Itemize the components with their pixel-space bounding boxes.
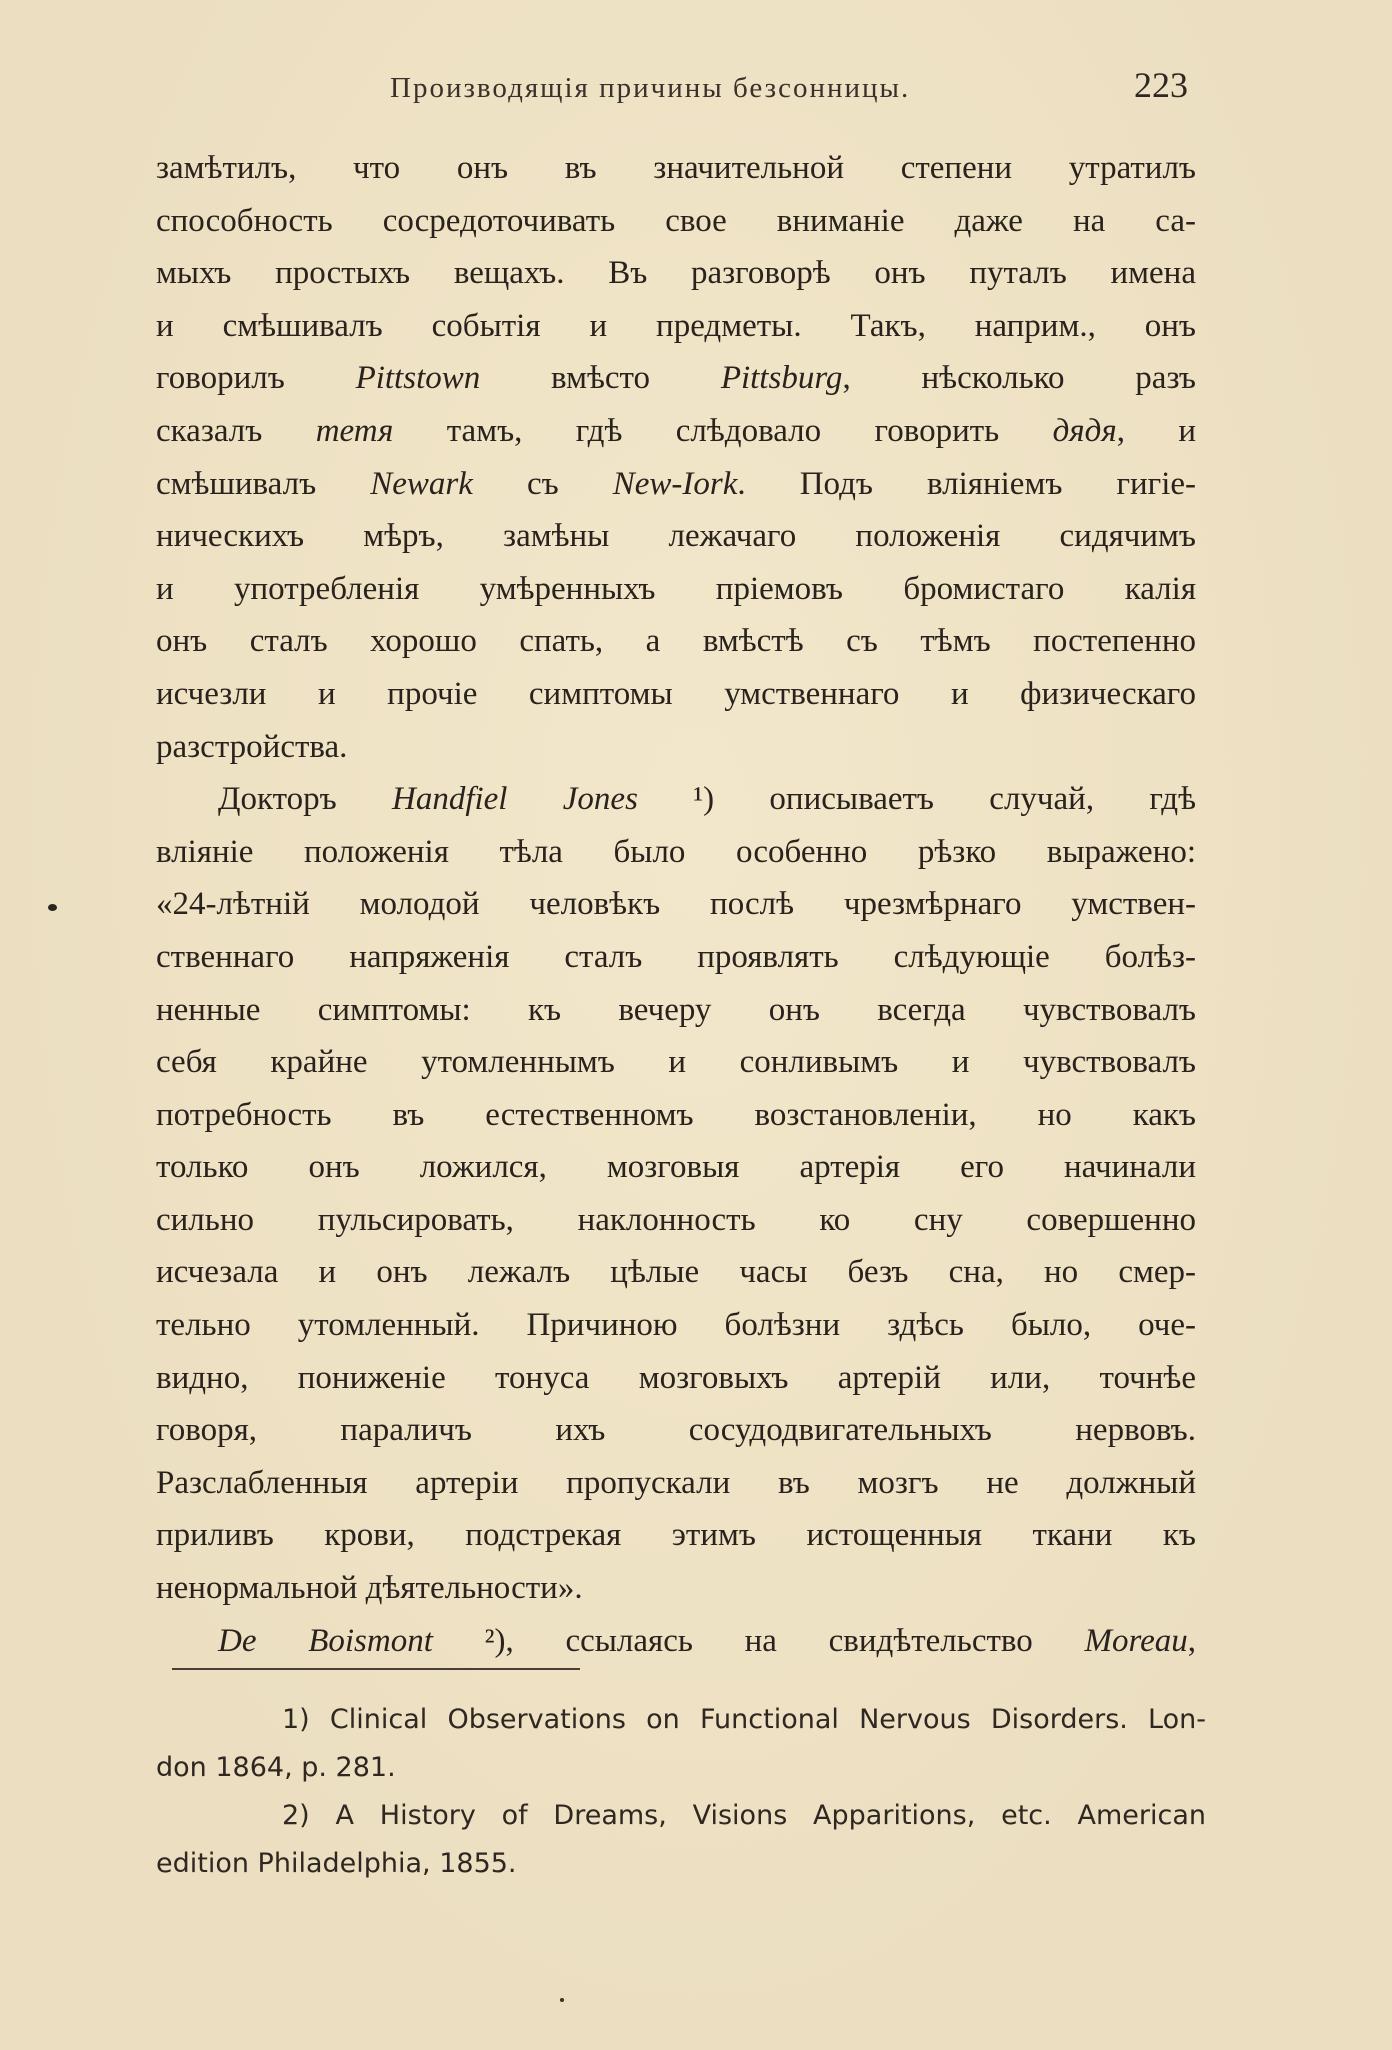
text-line: ненормальной дѣятельности». [156,1570,583,1607]
text-line: Разслабленныя артеріи пропускали въ мозгъ не должный [156,1464,1196,1501]
text-line: вліяніе положенія тѣла было особенно рѣзко выражено: [156,833,1196,870]
footnote-marker: 2) [282,1800,310,1831]
footnote-1-continued [156,1744,1206,1792]
text-line: и смѣшивалъ событія и предметы. Такъ, наприм., онъ [156,307,1196,344]
italic-name: Pittsburg [720,360,843,397]
italic-name: Pittstown [355,360,481,397]
text-line: разстройства. [156,728,348,765]
paragraph-start: Докторъ Handfiel Jones ¹) описываетъ случай, гдѣ [218,781,1196,818]
text-line: исчезала и онъ лежалъ цѣлые часы безъ сна, но смер- [156,1254,1196,1291]
footnote-text: Clinical Observations on Functional Nervous Disorders. Lon- [329,1704,1206,1735]
text-line: сказалъ тетя тамъ, гдѣ слѣдовало говорить дядя, и [156,412,1196,449]
text-line: только онъ ложился, мозговыя артерія его начинали [156,1149,1196,1186]
text-line: видно, пониженіе тонуса мозговыхъ артерій или, точнѣе [156,1359,1196,1396]
footnote-text: don 1864, p. 281. [156,1752,396,1783]
italic-word: дядя [1052,412,1117,449]
text-line: приливъ крови, подстрекая этимъ истощенныя ткани къ [156,1517,1196,1554]
italic-name: Newark [370,465,473,502]
text-line: себя крайне утомленнымъ и сонливымъ и чувствовалъ [156,1044,1196,1081]
italic-name: New-Iork [612,465,738,502]
footnote-marker: 1) [282,1704,310,1735]
text-line: способность сосредоточивать свое вниманіе даже на са- [156,202,1196,239]
text-line: тельно утомленный. Причиною болѣзни здѣсь было, оче- [156,1307,1196,1344]
running-title: Производящія причины безсонницы. [390,72,911,104]
footnote-1 [156,1696,1206,1744]
body-text [156,142,1196,1667]
text-line: ненные симптомы: къ вечеру онъ всегда чувствовалъ [156,991,1196,1028]
ink-speck [560,1998,564,2002]
text-line: и употребленія умѣренныхъ пріемовъ бромистаго калія [156,570,1196,607]
footnote-2 [156,1792,1206,1840]
footnote-text: A History of Dreams, Visions Apparitions, etc. American [335,1800,1206,1831]
footnotes [156,1696,1206,1888]
text-line: ственнаго напряженія сталъ проявлять слѣдующіе болѣз- [156,938,1196,975]
footnote-text: edition Philadelphia, 1855. [156,1848,517,1879]
ink-speck [48,904,57,911]
text-line: онъ сталъ хорошо спать, а вмѣстѣ съ тѣмъ постепенно [156,623,1196,660]
text-line: сильно пульсировать, наклонность ко сну совершенно [156,1201,1196,1238]
footnote-rule [172,1668,580,1670]
text-line: говоря, параличъ ихъ сосудодвигательныхъ нервовъ. [156,1412,1196,1449]
text-line: замѣтилъ, что онъ въ значительной степени утратилъ [156,150,1196,186]
paragraph-start: De Boismont ²), ссылаясь на свидѣтельство Moreau, [218,1622,1196,1659]
italic-name: Moreau [1084,1622,1188,1659]
italic-word: тетя [315,412,394,449]
italic-name: Handfiel Jones [391,781,638,818]
text-line: смѣшивалъ Newark съ New-Iork. Подъ вліяніемъ гигіе- [156,465,1196,502]
text-line: «24-лѣтній молодой человѣкъ послѣ чрезмѣрнаго умствен- [156,886,1196,923]
running-head [158,64,1188,116]
text-line: говорилъ Pittstown вмѣсто Pittsburg, нѣсколько разъ [156,360,1196,397]
footnote-2-continued [156,1840,1206,1888]
text-line: исчезли и прочіе симптомы умственнаго и физическаго [156,675,1196,712]
italic-name: De Boismont [218,1622,433,1659]
text-line: потребность въ естественномъ возстановленіи, но какъ [156,1096,1196,1133]
page-number: 223 [1134,65,1188,105]
text-line: мыхъ простыхъ вещахъ. Въ разговорѣ онъ путалъ имена [156,255,1196,292]
text-line: ническихъ мѣръ, замѣны лежачаго положенія сидячимъ [156,518,1196,555]
